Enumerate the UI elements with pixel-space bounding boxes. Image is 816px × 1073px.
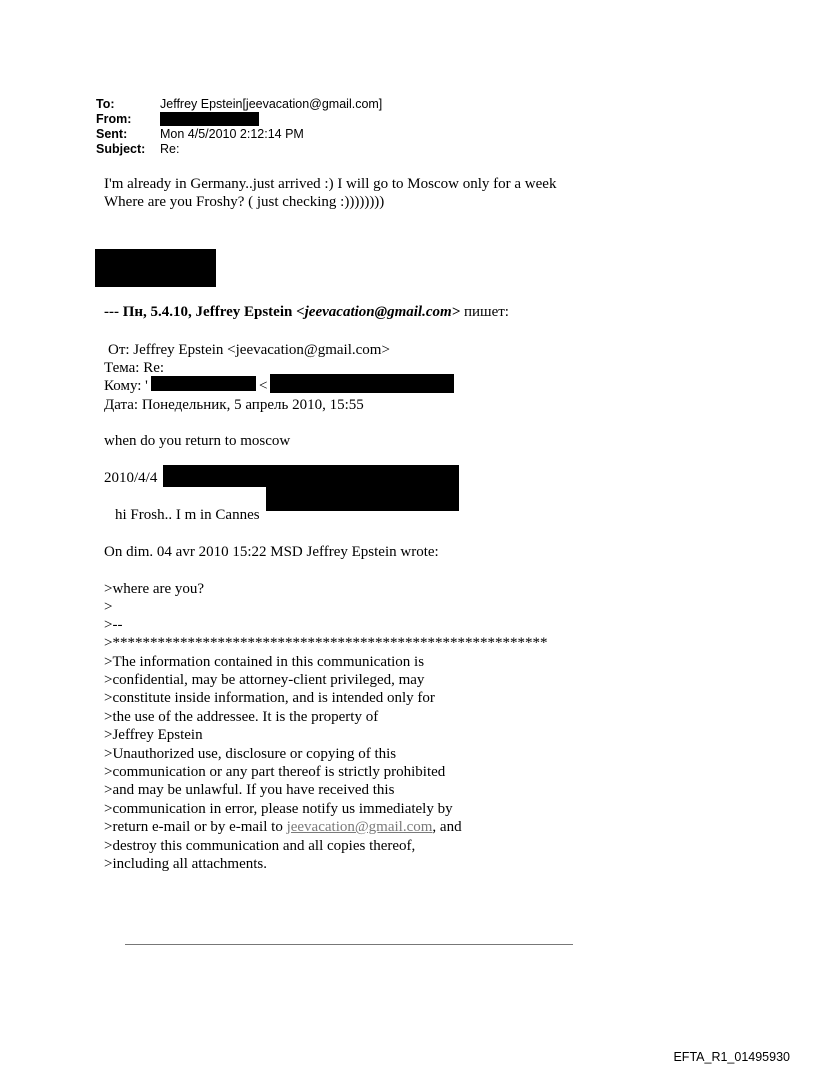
quote-to-bracket: < (259, 378, 268, 394)
quote-from: От: Jeffrey Epstein <jeevacation@gmail.com> (108, 342, 390, 358)
date-redaction-a (163, 465, 268, 487)
quote-line-9: >Jeffrey Epstein (104, 727, 203, 743)
quote-cannes: hi Frosh.. I m in Cannes (115, 507, 260, 523)
quote-line-7: >constitute inside information, and is intended only for (104, 690, 435, 706)
quote-wrote-line: On dim. 04 avr 2010 15:22 MSD Jeffrey Epstein wrote: (104, 544, 439, 560)
signature-redaction (95, 249, 216, 287)
body-line-1: I'm already in Germany..just arrived :) I will go to Moscow only for a week (104, 176, 557, 192)
quote-line-4: >********************************************************** (104, 635, 548, 651)
quote-to-name-redaction (151, 376, 256, 391)
quote-question: when do you return to moscow (104, 433, 291, 449)
quote-line-8: >the use of the addressee. It is the property of (104, 709, 379, 725)
quote-line-14-prefix: >return e-mail or by e-mail to (104, 819, 287, 835)
quote-line-3: >-- (104, 617, 123, 633)
sent-label: Sent: (96, 127, 128, 141)
sent-value: Mon 4/5/2010 2:12:14 PM (160, 127, 304, 141)
quote-line-13: >communication in error, please notify us immediately by (104, 801, 453, 817)
quote-date-short: 2010/4/4 (104, 470, 158, 486)
quote-subject: Тема: Re: (104, 360, 165, 376)
quote-intro-email: <jeevacation@gmail.com> (296, 304, 461, 320)
quote-line-2: > (104, 599, 113, 615)
quote-line-12: >and may be unlawful. If you have received this (104, 782, 395, 798)
email-link[interactable]: jeevacation@gmail.com (286, 819, 433, 835)
document-id: EFTA_R1_01495930 (673, 1050, 790, 1064)
quote-line-10: >Unauthorized use, disclosure or copying of this (104, 746, 397, 762)
quote-date: Дата: Понедельник, 5 апрель 2010, 15:55 (104, 397, 364, 413)
to-value: Jeffrey Epstein[jeevacation@gmail.com] (160, 97, 383, 111)
quote-intro (104, 303, 509, 321)
from-redaction (160, 112, 259, 126)
body-line-2: Where are you Froshy? ( just checking :)))))))) (104, 194, 385, 210)
quote-line-5: >The information contained in this communication is (104, 654, 425, 670)
quote-to-email-redaction (270, 374, 454, 393)
quote-intro-suffix: пишет: (460, 304, 509, 320)
from-label: From: (96, 112, 132, 126)
quote-line-16: >including all attachments. (104, 856, 268, 872)
quote-line-6: >confidential, may be attorney-client privileged, may (104, 672, 425, 688)
quote-line-15: >destroy this communication and all copies thereof, (104, 838, 416, 854)
quote-to-prefix: Кому: ' (104, 378, 148, 394)
quote-line-1: >where are you? (104, 581, 205, 597)
subject-label: Subject: (96, 142, 146, 156)
quote-intro-prefix: --- Пн, 5.4.10, Jeffrey Epstein (104, 304, 297, 320)
horizontal-divider (125, 944, 573, 945)
subject-value: Re: (160, 142, 180, 156)
to-label: To: (96, 97, 115, 111)
quote-line-11: >communication or any part thereof is strictly prohibited (104, 764, 446, 780)
date-redaction-b (266, 465, 459, 511)
quote-line-14 (104, 818, 462, 836)
quote-line-14-suffix: , and (432, 819, 462, 835)
